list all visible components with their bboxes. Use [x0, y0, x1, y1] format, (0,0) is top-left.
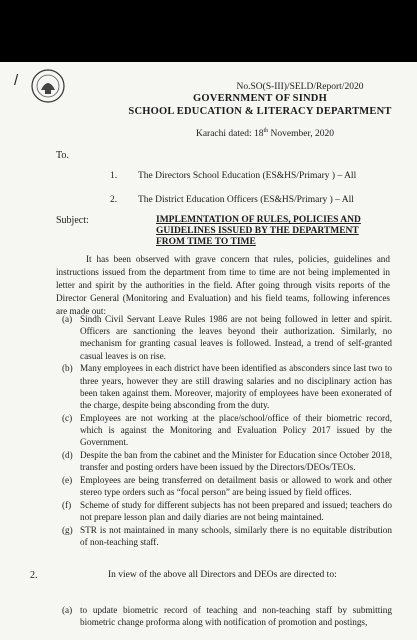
pen-mark: /: [14, 72, 19, 89]
list-item: 1. The Directors School Education (ES&HS/Primary ) – All: [110, 171, 357, 181]
list-item: (c) Employees are not working at the place/school/office of their biometric record, which is against the Monitoring and Evaluation Policy 2017 issued by the Government.: [62, 412, 392, 448]
government-seal-icon: [28, 66, 68, 106]
scan-top-bar: [0, 0, 417, 62]
list-item: (e) Employees are being transferred on detailment basis or allowed to work and other stereo type orders such as “focal person” are being issued by field offices.: [62, 475, 392, 498]
letter-header: [120, 82, 400, 140]
inference-list: [62, 313, 392, 549]
letter-date: Karachi dated: 18th November, 2020: [195, 127, 335, 140]
reference-number: No.SO(S-III)/SELD/Report/2020: [236, 82, 364, 92]
list-item: (g) STR is not maintained in many schools, similarly there is no equitable distribution of non-teaching staff.: [62, 524, 392, 548]
department-title: SCHOOL EDUCATION & LITERACY DEPARTMENT: [128, 105, 392, 117]
list-item: (a) Sindh Civil Servant Leave Rules 1986 are not being followed in letter and spirit. Officers are sanctioning the leaves beyond their authorization. Similarly, no mechanism for granting casual leaves is followed. Instead, a trend of self-granted casual leaves is on rise.: [62, 314, 392, 361]
subject-text: IMPLEMNTATION OF RULES, POLICIES AND GUIDELINES ISSUED BY THE DEPARTMENT FROM TIME TO TIME: [156, 215, 361, 248]
to-label: To.: [56, 150, 69, 161]
directive-item: (a) to update biometric record of teaching and non-teaching staff by submitting biometric change proforma along with notification of promotion and postings,: [62, 605, 392, 628]
paragraph-number: 2.: [30, 570, 38, 581]
list-item: (d) Despite the ban from the cabinet and the Minister for Education since October 2018, transfer and posting orders have been issued by the Directors/DEOs/TEOs.: [62, 450, 392, 473]
intro-paragraph: It has been observed with grave concern that rules, policies, guidelines and instructions issued from the department from time to time are not being implemented in letter and spirit by the authorities in the field. After going through visits reports of the Director General (Monitoring and Evaluation) and his field teams, following inferences are made out:: [56, 254, 390, 317]
directive-intro: In view of the above all Directors and DEOs are directed to:: [108, 570, 337, 580]
list-item: 2. The District Education Officers (ES&HS/Primary ) – All: [110, 195, 354, 205]
list-item: (b) Many employees in each district have been identified as absconders since last two to three years, however they are still drawing salaries and no disciplinary action has been taken against them. Moreover, majority of employees have been exonerated of the charge, despite being absconding from the duty.: [62, 363, 392, 411]
recipient-list: [110, 171, 356, 219]
government-title: GOVERNMENT OF SINDH: [193, 93, 327, 105]
subject-label: Subject:: [56, 215, 89, 226]
list-item: (f) Scheme of study for different subjects has not been prepared and issued; teachers do not prepare lesson plan and daily diaries are not being maintained.: [62, 500, 392, 523]
